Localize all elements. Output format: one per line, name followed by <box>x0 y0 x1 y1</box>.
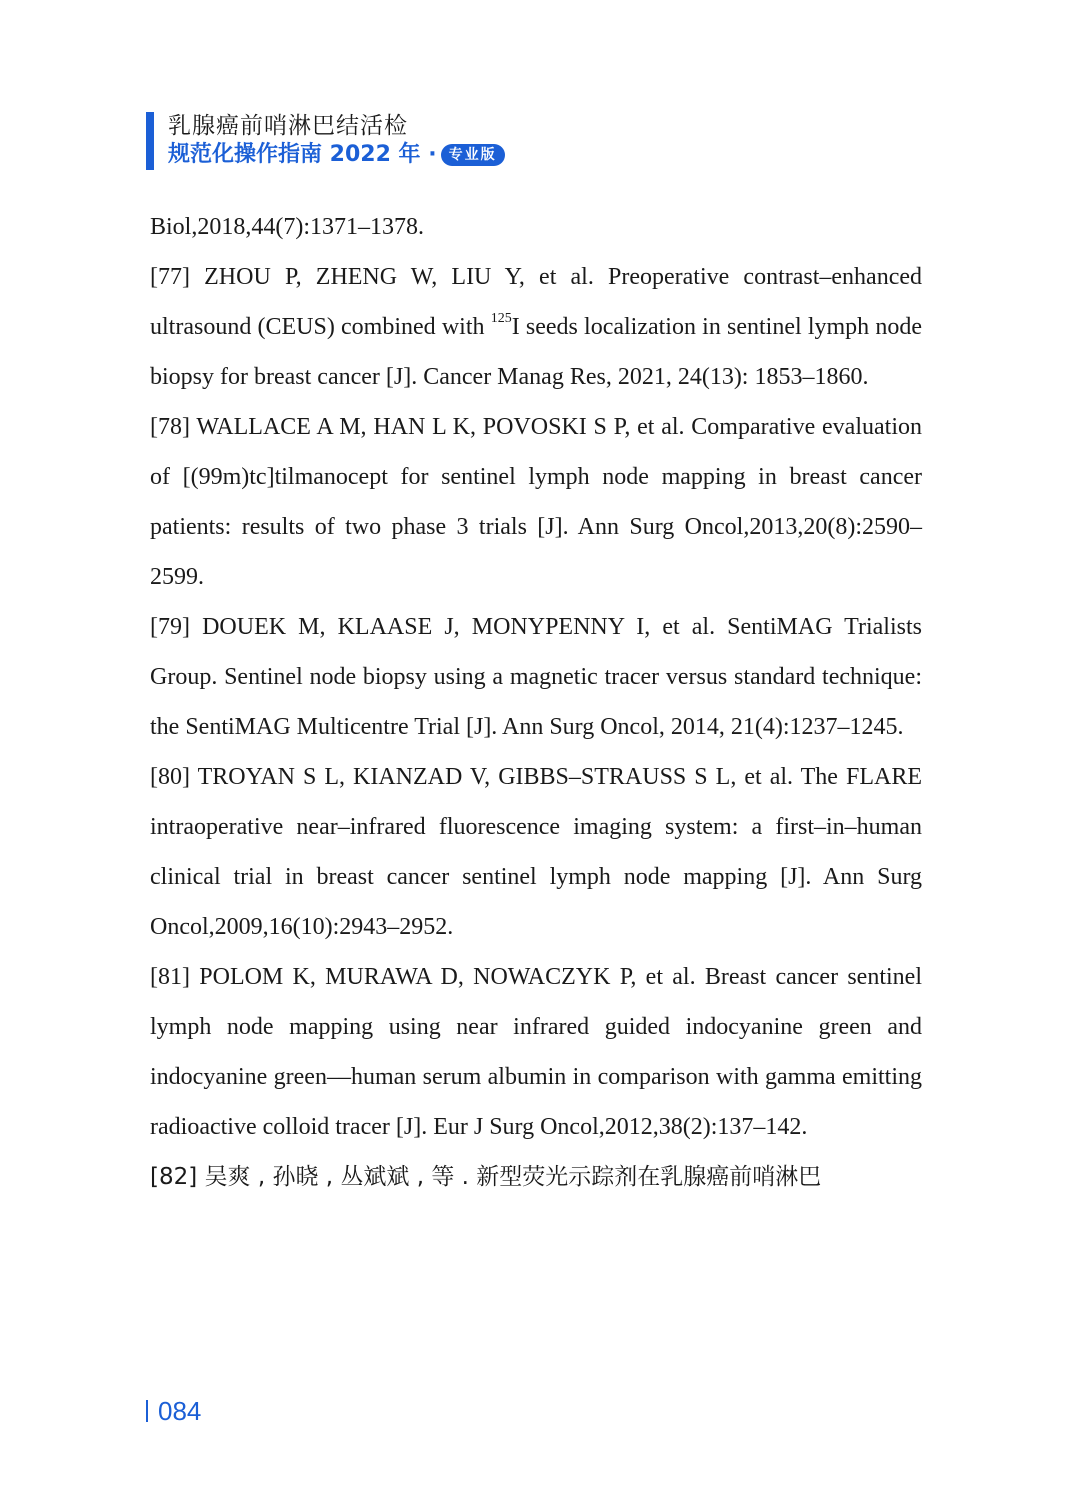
reference-79: [79] DOUEK M, KLAASE J, MONYPENNY I, et al. SentiMAG Trialists Group. Sentinel node biopsy using a magnetic tracer versus standard technique: the SentiMAG Multicentre Trial [J]. Ann Surg Oncol, 2014, 21(4):1237–1245. <box>150 614 922 740</box>
reference-80: [80] TROYAN S L, KIANZAD V, GIBBS–STRAUSS S L, et al. The FLARE intraoperative near–infrared fluorescence imaging system: a first–in–human clinical trial in breast cancer sentinel lymph node mapping [J]. Ann Surg Oncol,2009,16(10):2943–2952. <box>150 764 922 940</box>
reference-78: [78] WALLACE A M, HAN L K, POVOSKI S P, et al. Comparative evaluation of [(99m)tc]tilmanocept for sentinel lymph node mapping in breast cancer patients: results of two phase 3 trials [J]. Ann Surg Oncol,2013,20(8):2590–2599. <box>150 414 922 590</box>
header-title-line1: 乳腺癌前哨淋巴结活检 <box>168 113 408 139</box>
header-title-line2 <box>168 140 505 170</box>
header-subtitle: 规范化操作指南 2022 年 · <box>168 142 437 167</box>
reference-77-post: I seeds localization in sentinel lymph node biopsy for breast cancer [J]. Cancer Manag Res, 2021, 24(13): 1853–1860. <box>150 314 922 390</box>
running-header <box>146 112 505 170</box>
page-number-divider <box>146 1400 148 1422</box>
reference-77-superscript: 125 <box>490 311 512 326</box>
reference-77 <box>150 252 922 402</box>
reference-76-tail: Biol,2018,44(7):1371–1378. <box>150 214 424 240</box>
reference-list <box>150 202 922 1202</box>
edition-badge: 专业版 <box>441 144 505 166</box>
page-number-value: 084 <box>158 1396 202 1426</box>
reference-81: [81] POLOM K, MURAWA D, NOWACZYK P, et al. Breast cancer sentinel lymph node mapping using near infrared guided indocyanine green and indocyanine green––human serum albumin in comparison with gamma emitting radioactive colloid tracer [J]. Eur J Surg Oncol,2012,38(2):137–142. <box>150 964 922 1140</box>
reference-82: [82] 吴爽 , 孙晓 , 丛斌斌 , 等 . 新型荧光示踪剂在乳腺癌前哨淋巴 <box>150 1164 822 1190</box>
page-number <box>146 1393 201 1429</box>
reference-77-pre: [77] ZHOU P, ZHENG W, LIU Y, et al. Preoperative contrast–enhanced ultrasound (CEUS) combined with <box>150 264 922 340</box>
